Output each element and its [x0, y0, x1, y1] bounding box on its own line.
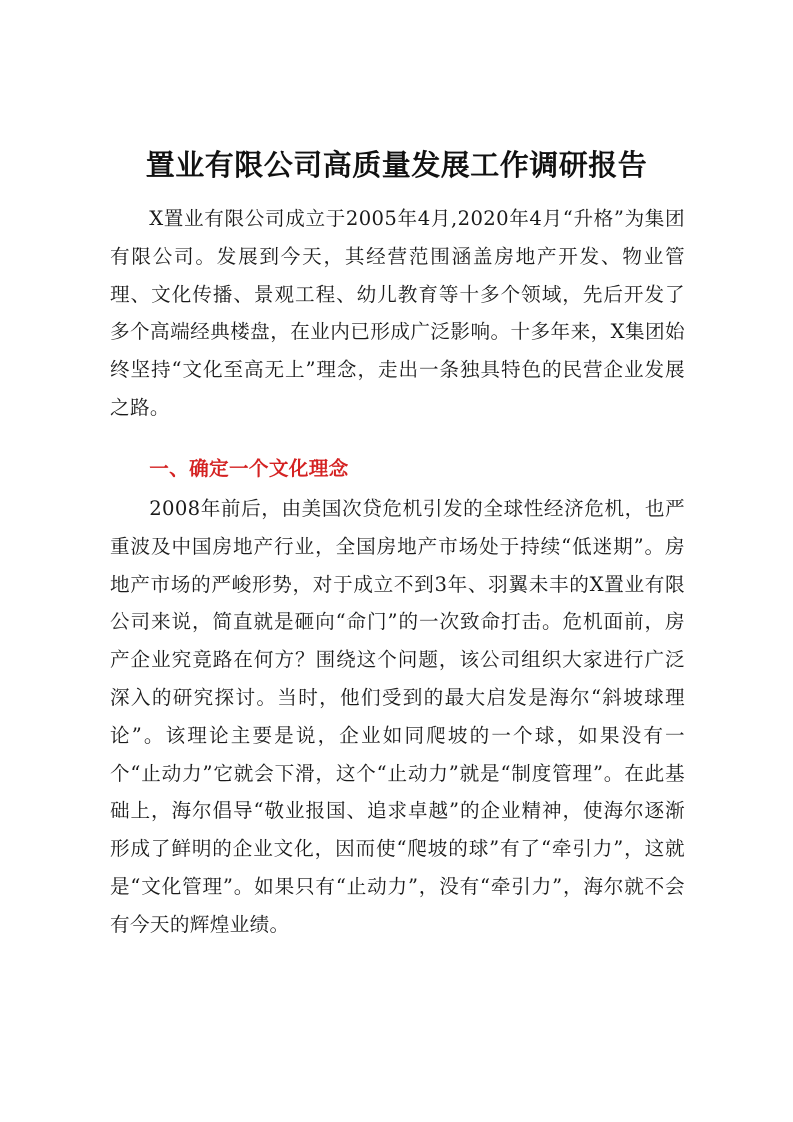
section-heading: 一、确定一个文化理念 — [149, 457, 349, 480]
document-title: 置业有限公司高质量发展工作调研报告 — [145, 148, 648, 183]
intro-paragraph: X置业有限公司成立于2005年4月,2020年4月“升格”为集团有限公司。发展到今天，其经营范围涵盖房地产开发、物业管理、文化传播、景观工程、幼儿教育等十多个领域，先后开发了多个高端经典楼盘，在业内已形成广泛影响。十多年来，X集团始终坚持“文化至高无上”理念，走出一条独具特色的民营企业发展之路。 — [110, 207, 685, 419]
body-paragraph: 2008年前后，由美国次贷危机引发的全球性经济危机，也严重波及中国房地产行业，全国房地产市场处于持续“低迷期”。房地产市场的严峻形势，对于成立不到3年、羽翼未丰的X置业有限公司来说，简直就是砸向“命门”的一次致命打击。危机面前，房产企业究竟路在何方？围绕这个问题，该公司组织大家进行广泛深入的研究探讨。当时，他们受到的最大启发是海尔“斜坡球理论”。该理论主要是说，企业如同爬坡的一个球，如果没有一个“止动力”它就会下滑，这个“止动力”就是“制度管理”。在此基础上，海尔倡导“敬业报国、追求卓越”的企业精神，使海尔逐渐形成了鲜明的企业文化，因而使“爬坡的球”有了“牵引力”，这就是“文化管理”。如果只有“止动力”，没有“牵引力”，海尔就不会有今天的辉煌业绩。 — [110, 497, 685, 936]
